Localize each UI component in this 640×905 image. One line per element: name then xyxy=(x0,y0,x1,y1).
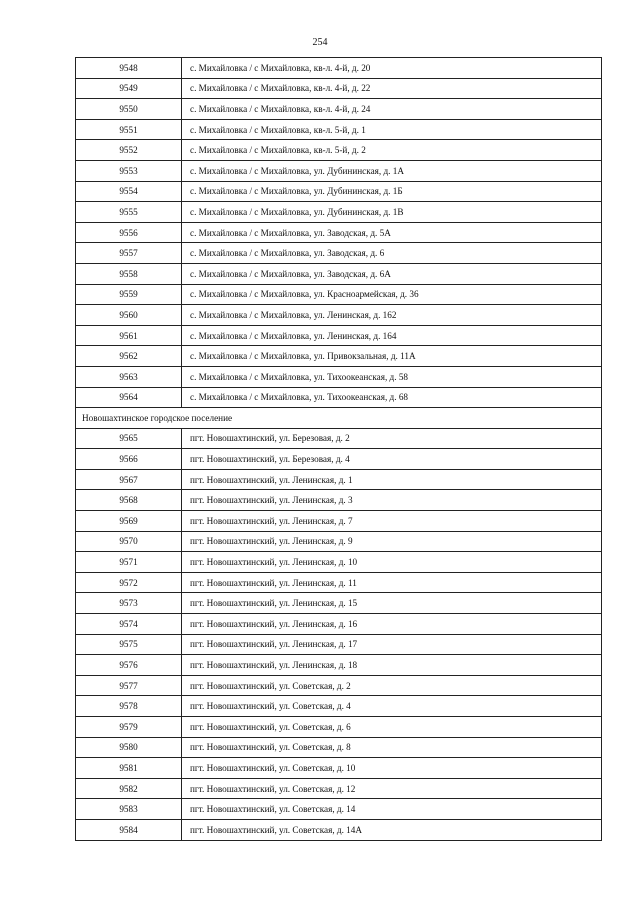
row-address: пгт. Новошахтинский, ул. Советская, д. 12 xyxy=(182,778,602,799)
row-address: с. Михайловка / с Михайловка, кв-л. 4-й, д. 22 xyxy=(182,78,602,99)
table-row xyxy=(76,675,602,696)
table-row xyxy=(76,593,602,614)
table-row xyxy=(76,552,602,573)
table-row xyxy=(76,263,602,284)
row-number: 9556 xyxy=(76,222,182,243)
section-title: Новошахтинское городское поселение xyxy=(76,408,602,429)
row-address: пгт. Новошахтинский, ул. Ленинская, д. 17 xyxy=(182,634,602,655)
row-number: 9551 xyxy=(76,119,182,140)
row-number: 9558 xyxy=(76,263,182,284)
table-row xyxy=(76,346,602,367)
table-row xyxy=(76,78,602,99)
row-address: пгт. Новошахтинский, ул. Ленинская, д. 9 xyxy=(182,531,602,552)
row-address: пгт. Новошахтинский, ул. Ленинская, д. 11 xyxy=(182,572,602,593)
table-row xyxy=(76,449,602,470)
row-number: 9560 xyxy=(76,305,182,326)
row-address: с. Михайловка / с Михайловка, ул. Ленинская, д. 162 xyxy=(182,305,602,326)
row-address: с. Михайловка / с Михайловка, ул. Красноармейская, д. 36 xyxy=(182,284,602,305)
table-row xyxy=(76,799,602,820)
row-address: с. Михайловка / с Михайловка, ул. Дубининская, д. 1В xyxy=(182,202,602,223)
row-address: с. Михайловка / с Михайловка, ул. Дубининская, д. 1Б xyxy=(182,181,602,202)
table-row xyxy=(76,717,602,738)
row-address: с. Михайловка / с Михайловка, кв-л. 5-й, д. 2 xyxy=(182,140,602,161)
table-row xyxy=(76,305,602,326)
table-row xyxy=(76,58,602,79)
table-row xyxy=(76,737,602,758)
row-address: пгт. Новошахтинский, ул. Ленинская, д. 1 xyxy=(182,469,602,490)
row-number: 9574 xyxy=(76,614,182,635)
row-address: пгт. Новошахтинский, ул. Ленинская, д. 18 xyxy=(182,655,602,676)
row-address: с. Михайловка / с Михайловка, кв-л. 5-й, д. 1 xyxy=(182,119,602,140)
row-number: 9576 xyxy=(76,655,182,676)
table-row xyxy=(76,634,602,655)
row-number: 9557 xyxy=(76,243,182,264)
row-number: 9570 xyxy=(76,531,182,552)
row-number: 9548 xyxy=(76,58,182,79)
row-number: 9564 xyxy=(76,387,182,408)
table-row xyxy=(76,469,602,490)
row-address: пгт. Новошахтинский, ул. Советская, д. 2 xyxy=(182,675,602,696)
row-address: пгт. Новошахтинский, ул. Березовая, д. 4 xyxy=(182,449,602,470)
table-row xyxy=(76,428,602,449)
table-row xyxy=(76,202,602,223)
row-address: с. Михайловка / с Михайловка, ул. Заводская, д. 5А xyxy=(182,222,602,243)
table-row xyxy=(76,222,602,243)
row-address: с. Михайловка / с Михайловка, кв-л. 4-й, д. 24 xyxy=(182,99,602,120)
table-row xyxy=(76,758,602,779)
table-row xyxy=(76,778,602,799)
table-row xyxy=(76,819,602,840)
row-address: пгт. Новошахтинский, ул. Советская, д. 6 xyxy=(182,717,602,738)
table-row xyxy=(76,655,602,676)
row-number: 9567 xyxy=(76,469,182,490)
row-number: 9569 xyxy=(76,511,182,532)
row-number: 9568 xyxy=(76,490,182,511)
row-number: 9563 xyxy=(76,366,182,387)
row-address: пгт. Новошахтинский, ул. Советская, д. 14А xyxy=(182,819,602,840)
table-row xyxy=(76,490,602,511)
row-number: 9581 xyxy=(76,758,182,779)
row-number: 9577 xyxy=(76,675,182,696)
row-number: 9566 xyxy=(76,449,182,470)
table-row xyxy=(76,696,602,717)
row-address: пгт. Новошахтинский, ул. Советская, д. 14 xyxy=(182,799,602,820)
row-address: пгт. Новошахтинский, ул. Советская, д. 8 xyxy=(182,737,602,758)
row-address: с. Михайловка / с Михайловка, ул. Привокзальная, д. 11А xyxy=(182,346,602,367)
row-number: 9582 xyxy=(76,778,182,799)
table-row xyxy=(76,140,602,161)
row-address: пгт. Новошахтинский, ул. Ленинская, д. 15 xyxy=(182,593,602,614)
row-number: 9554 xyxy=(76,181,182,202)
table-row xyxy=(76,325,602,346)
row-address: с. Михайловка / с Михайловка, ул. Тихоокеанская, д. 58 xyxy=(182,366,602,387)
row-number: 9583 xyxy=(76,799,182,820)
row-number: 9552 xyxy=(76,140,182,161)
row-address: с. Михайловка / с Михайловка, ул. Ленинская, д. 164 xyxy=(182,325,602,346)
table-row xyxy=(76,160,602,181)
section-row xyxy=(76,408,602,429)
table-row xyxy=(76,119,602,140)
row-number: 9555 xyxy=(76,202,182,223)
table-row xyxy=(76,387,602,408)
address-table xyxy=(75,57,602,841)
row-number: 9571 xyxy=(76,552,182,573)
row-number: 9573 xyxy=(76,593,182,614)
row-number: 9550 xyxy=(76,99,182,120)
row-number: 9584 xyxy=(76,819,182,840)
table-row xyxy=(76,181,602,202)
row-number: 9549 xyxy=(76,78,182,99)
row-address: с. Михайловка / с Михайловка, ул. Дубининская, д. 1А xyxy=(182,160,602,181)
table-row xyxy=(76,614,602,635)
row-number: 9561 xyxy=(76,325,182,346)
table-row xyxy=(76,366,602,387)
row-address: пгт. Новошахтинский, ул. Советская, д. 4 xyxy=(182,696,602,717)
row-number: 9580 xyxy=(76,737,182,758)
row-address: с. Михайловка / с Михайловка, ул. Заводская, д. 6А xyxy=(182,263,602,284)
table-row xyxy=(76,99,602,120)
table-row xyxy=(76,243,602,264)
row-address: пгт. Новошахтинский, ул. Ленинская, д. 10 xyxy=(182,552,602,573)
row-address: пгт. Новошахтинский, ул. Ленинская, д. 3 xyxy=(182,490,602,511)
table-row xyxy=(76,572,602,593)
page-number: 254 xyxy=(312,37,328,48)
row-number: 9579 xyxy=(76,717,182,738)
row-address: пгт. Новошахтинский, ул. Советская, д. 10 xyxy=(182,758,602,779)
row-number: 9578 xyxy=(76,696,182,717)
row-number: 9559 xyxy=(76,284,182,305)
row-address: с. Михайловка / с Михайловка, кв-л. 4-й, д. 20 xyxy=(182,58,602,79)
table-row xyxy=(76,511,602,532)
row-number: 9565 xyxy=(76,428,182,449)
row-number: 9575 xyxy=(76,634,182,655)
row-address: пгт. Новошахтинский, ул. Березовая, д. 2 xyxy=(182,428,602,449)
table-row xyxy=(76,284,602,305)
table-row xyxy=(76,531,602,552)
row-number: 9553 xyxy=(76,160,182,181)
row-address: пгт. Новошахтинский, ул. Ленинская, д. 7 xyxy=(182,511,602,532)
row-number: 9572 xyxy=(76,572,182,593)
row-number: 9562 xyxy=(76,346,182,367)
row-address: пгт. Новошахтинский, ул. Ленинская, д. 16 xyxy=(182,614,602,635)
row-address: с. Михайловка / с Михайловка, ул. Заводская, д. 6 xyxy=(182,243,602,264)
row-address: с. Михайловка / с Михайловка, ул. Тихоокеанская, д. 68 xyxy=(182,387,602,408)
